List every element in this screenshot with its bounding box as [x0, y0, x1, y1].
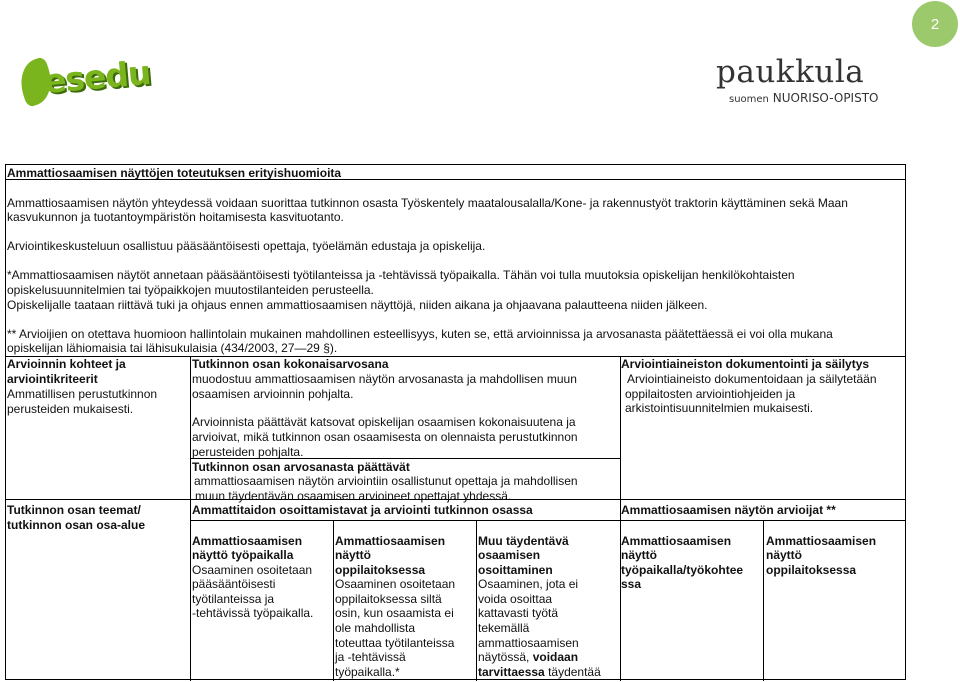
tavat-heading: Ammattitaidon osoittamistavat ja arviointi tutkinnon osassa: [192, 503, 533, 517]
kokonaisarvosana-text: muodostuu ammattiosaamisen näytön arvosanasta ja mahdollisen muun: [192, 372, 577, 386]
table-rule: [476, 520, 477, 681]
col1-text: -tehtävissä työpaikalla.: [192, 606, 314, 620]
col1-text: Osaaminen osoitetaan: [192, 563, 313, 577]
table-rule: [620, 356, 621, 681]
col3-text: kattavasti työtä: [478, 606, 559, 620]
paukkula-logo: [716, 54, 896, 112]
intro-text: Ammattiosaamisen näytön yhteydessä voidaan suorittaa tutkinnon osasta Työskentely maatalousalalla/Kone- ja rakennustyöt traktorin käyttäminen sekä Maan: [7, 196, 848, 210]
intro-text: kasvukunnon ja tuotantoympäristön hoitamisesta kasvituotanto.: [7, 210, 344, 224]
col2-text: ja -tehtävissä: [335, 650, 406, 664]
kokonaisarvosana-text: arvioivat, mikä tutkinnon osan osaamisesta on olennaista perustutkinnon: [192, 430, 578, 444]
col2-heading: oppilaitoksessa: [335, 563, 426, 577]
col2-heading: Ammattiosaamisen: [335, 534, 446, 548]
col2-text: ole mahdollista: [335, 621, 416, 635]
col3-text: näytössä, voidaan: [478, 650, 579, 664]
col3-text: tekemällä: [478, 621, 530, 635]
kokonaisarvosana-heading: Tutkinnon osan kokonaisarvosana: [192, 357, 389, 371]
dokumentointi-text: Arviointiaineisto dokumentoidaan ja säilytetään: [627, 372, 877, 386]
col3-text: tarvittaessa täydentää: [478, 665, 601, 679]
intro-text: Opiskelijalle taataan riittävä tuki ja ohjaus ennen ammattiosaamisen näyttöjä, niiden aikana ja ohjaavana palautteena niiden jälkeen.: [7, 298, 708, 312]
table-rule: [190, 520, 905, 521]
kokonaisarvosana-text: perusteiden pohjalta.: [192, 445, 304, 459]
col2-text: Osaaminen osoitetaan: [335, 577, 456, 591]
col2-text: toteuttaa työtilanteissa: [335, 636, 455, 650]
col1-heading: Ammattiosaamisen: [192, 534, 303, 548]
arviointi-heading: Arvioinnin kohteet ja: [7, 357, 126, 371]
col3-heading: osaamisen: [478, 548, 541, 562]
intro-text: *Ammattiosaamisen näytöt annetaan pääsääntöisesti työtilanteissa ja -tehtävissä työpaikalla. Tähän voi tulla muutoksia opiskelijan henkilökohtaisten: [7, 268, 795, 282]
dokumentointi-heading: Arviointiaineiston dokumentointi ja säilytys: [621, 357, 870, 371]
col5-heading: Ammattiosaamisen: [766, 534, 877, 548]
col4-heading: Ammattiosaamisen: [621, 534, 732, 548]
col2-text: työpaikalla.*: [335, 665, 400, 679]
col1-heading: näyttö työpaikalla: [192, 548, 294, 562]
col3-heading: Muu täydentävä: [478, 534, 569, 548]
kokonaisarvosana-text: Arvioinnista päättävät katsovat opiskelijan osaamisen kokonaisuutena ja: [192, 415, 576, 429]
paukkula-logo-subtitle: suomen NUORISO-OPISTO: [729, 91, 879, 105]
col1-text: työtilanteissa ja: [192, 592, 275, 606]
paukkula-logo-text: paukkula: [716, 54, 865, 90]
arvioijat-heading: Ammattiosaamisen näytön arvioijat **: [621, 503, 836, 517]
section-title: Ammattiosaamisen näyttöjen toteutuksen erityishuomioita: [7, 166, 342, 180]
esedu-logo: [20, 52, 168, 110]
arvosana-text: ammattiosaamisen näytön arviointiin osallistunut opettaja ja mahdollisen: [194, 474, 578, 488]
kokonaisarvosana-text: osaamisen arvioinnin pohjalta.: [192, 387, 354, 401]
intro-text: ** Arvioijien on otettava huomioon hallintolain mukainen mahdollinen esteellisyys, kuten se, että arvioinnissa ja arvosanasta päätettäessä ei voi olla mukana: [7, 327, 833, 341]
col5-heading: oppilaitoksessa: [766, 563, 857, 577]
intro-text: opiskelijan lähiomaisia tai lähisukulaisia (434/2003, 27—29 §).: [7, 341, 338, 355]
arviointi-text: Ammatillisen perustutkinnon: [7, 387, 158, 401]
arviointi-text: perusteiden mukaisesti.: [7, 402, 134, 416]
table-rule: [333, 520, 334, 681]
table-rule: [763, 520, 764, 681]
dokumentointi-text: oppilaitosten arviointiohjeiden ja: [625, 387, 796, 401]
teemat-heading: Tutkinnon osan teemat/: [7, 503, 141, 517]
dokumentointi-text: arkistointisuunnitelmien mukaisesti.: [625, 401, 814, 415]
col2-heading: näyttö: [335, 548, 371, 562]
table-rule: [190, 356, 191, 681]
esedu-logo-text: esedu: [42, 52, 152, 101]
col4-heading: näyttö: [621, 548, 657, 562]
col4-heading: ssa: [621, 577, 642, 591]
col4-heading: työpaikalla/työkohtee: [621, 563, 744, 577]
col3-text: Osaaminen, jota ei: [478, 577, 579, 591]
col1-text: pääsääntöisesti: [192, 577, 276, 591]
arviointi-heading: arviointikriteerit: [7, 372, 98, 386]
teemat-heading: tutkinnon osan osa-alue: [7, 518, 146, 532]
col3-text: voida osoittaa: [478, 592, 553, 606]
page-number: 2: [930, 15, 940, 33]
arvosana-heading: Tutkinnon osan arvosanasta päättävät: [192, 460, 410, 474]
col3-heading: osoittaminen: [478, 563, 553, 577]
col2-text: oppilaitoksessa siltä: [335, 592, 442, 606]
col5-heading: näyttö: [766, 548, 802, 562]
intro-text: opiskelusuunnitelmien tai työpaikkojen muutostilanteiden perusteella.: [7, 283, 374, 297]
intro-text: Arviointikeskusteluun osallistuu pääsääntöisesti opettaja, työelämän edustaja ja opiskelija.: [7, 239, 486, 253]
page-number-badge: [912, 1, 958, 47]
col3-text: ammattiosaamisen: [478, 636, 579, 650]
arvosana-text: muun täydentävän osaamisen arvioineet opettajat yhdessä.: [195, 489, 512, 503]
col2-text: osin, kun osaamista ei: [335, 606, 454, 620]
